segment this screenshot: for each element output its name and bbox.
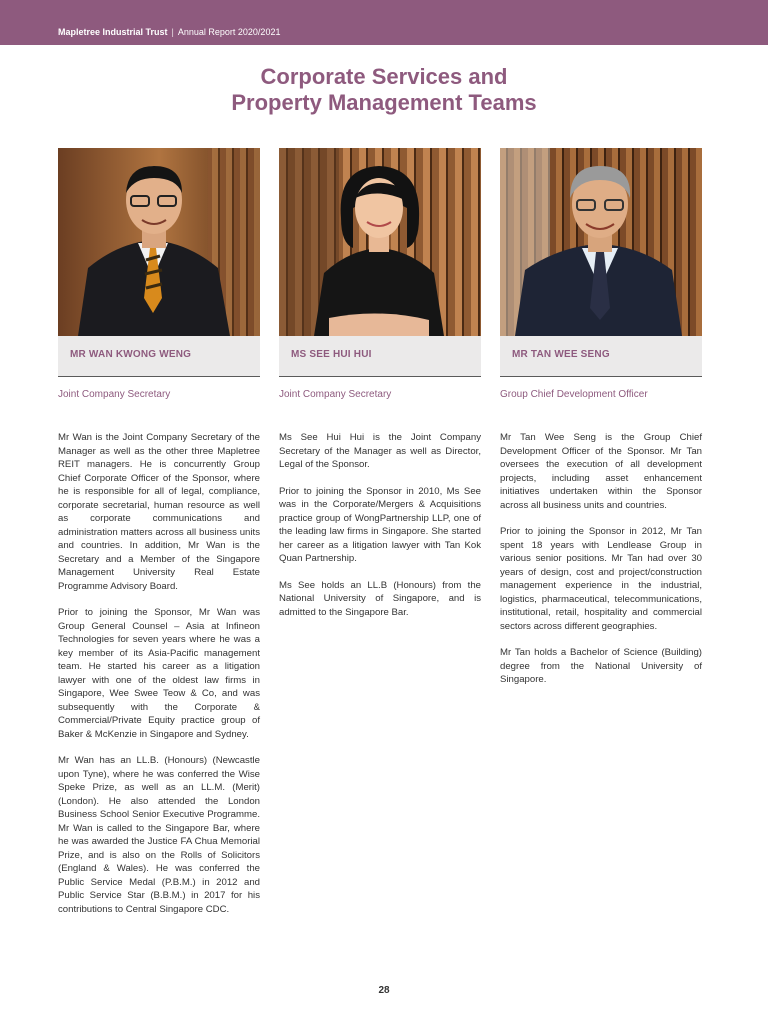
brand-name: Mapletree Industrial Trust: [58, 27, 168, 37]
bio-paragraph: Mr Tan holds a Bachelor of Science (Building) degree from the National University of Singapore.: [500, 647, 702, 685]
person-role: Joint Company Secretary: [58, 389, 171, 400]
portrait-photo: [58, 148, 260, 336]
person-role: Joint Company Secretary: [279, 389, 392, 400]
person-role: Group Chief Development Officer: [500, 389, 648, 400]
name-bar: [58, 336, 260, 377]
bio-paragraph: Ms See Hui Hui is the Joint Company Secretary of the Manager as well as Director, Legal of the Sponsor.: [279, 432, 481, 470]
bio-paragraph: Prior to joining the Sponsor, Mr Wan was Group General Counsel – Asia at Infineon Technologies for seven years where he was a key member of its Asia-Pacific management team. He started his career as a litigation lawyer with one of the oldest law firms in Singapore, Wee Swee Teow & Co, and was subsequently with the Corporate & Commercial/Private Equity practice group of Baker & McKenzie in Singapore and Sydney.: [58, 607, 260, 740]
bio-paragraph: Prior to joining the Sponsor in 2010, Ms See was in the Corporate/Mergers & Acquisitions practice group of WongPartnership LLP, one of the leading law firms in Singapore. She started her career as a litigation lawyer with Tan Kok Quan Partnership.: [279, 485, 481, 564]
profile-tan-wee-seng: [500, 148, 702, 700]
report-name: Annual Report 2020/2021: [177, 27, 281, 37]
page-title: [0, 64, 768, 116]
header-text: [58, 27, 280, 37]
header-bar: [0, 0, 768, 45]
bio-paragraph: Mr Wan is the Joint Company Secretary of the Manager as well as the other three Mapletree REIT managers. He is concurrently Group Chief Corporate Officer of the Sponsor, where he is responsible for all of legal, compliance, corporate secretarial, human resource as well as corporate communications and administration matters across all business units and countries. In addition, Mr Wan is the Secretary and a Member of the Singapore Management University Real Estate Programme Advisory Board.: [58, 432, 260, 592]
person-bio: [58, 431, 260, 916]
page-title-line-1: Corporate Services and: [260, 64, 508, 89]
name-bar: [500, 336, 702, 377]
header-separator: |: [171, 27, 174, 37]
person-name: MR TAN WEE SENG: [512, 349, 610, 360]
person-bio: [500, 431, 702, 687]
page-title-line-2: Property Management Teams: [231, 90, 537, 115]
bio-paragraph: Ms See holds an LL.B (Honours) from the National University of Singapore, and is admitted to the Singapore Bar.: [279, 579, 481, 618]
profile-see-hui-hui: [279, 148, 481, 632]
person-name: MR WAN KWONG WENG: [70, 349, 192, 360]
person-name: MS SEE HUI HUI: [291, 349, 372, 360]
portrait-photo: [279, 148, 481, 336]
person-bio: [279, 431, 481, 619]
name-bar: [279, 336, 481, 377]
bio-paragraph: Mr Wan has an LL.B. (Honours) (Newcastle upon Tyne), where he was conferred the Wise Speke Prize, as well as an LL.M. (Merit) (London). He also attended the London Business School Senior Executive Programme. Mr Wan is called to the Singapore Bar, where he was awarded the Justice FA Chua Memorial Prize, and is also on the Rolls of Solicitors (England & Wales). He was conferred the Public Service Medal (P.B.M.) in 2012 and Public Service Star (B.B.M.) in 2017 for his contributions to Central Singapore CDC.: [58, 755, 260, 915]
portrait-photo: [500, 148, 702, 336]
bio-paragraph: Mr Tan Wee Seng is the Group Chief Development Officer of the Sponsor. Mr Tan oversees the execution of all development projects, including asset enhancement initiatives undertaken within the Sponsor across all business units and countries.: [500, 432, 702, 511]
profile-wan-kwong-weng: [58, 148, 260, 929]
page-number: 28: [378, 985, 390, 996]
bio-paragraph: Prior to joining the Sponsor in 2012, Mr Tan spent 18 years with Lendlease Group in various senior positions. Mr Tan had over 30 years of design, cost and project/construction management experience in the industrial, logistics, pharmaceutical, telecommunications, institutional, retail, hospitality and commercial sectors across different geographies.: [500, 526, 702, 632]
